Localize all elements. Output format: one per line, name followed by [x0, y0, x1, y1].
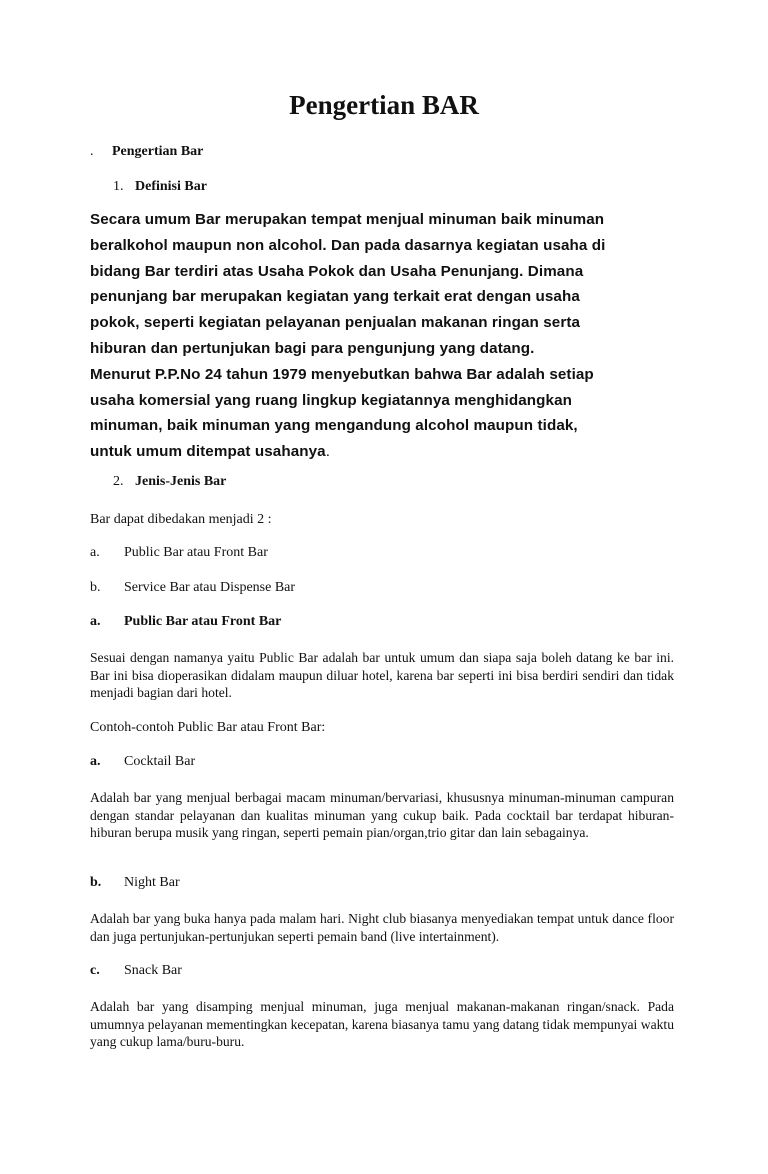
example-heading-snack	[90, 963, 182, 979]
examples-label: Contoh-contoh Public Bar atau Front Bar:	[90, 720, 326, 735]
intro-paragraph	[90, 207, 680, 465]
example-heading-night	[90, 875, 180, 891]
intro-line: minuman, baik minuman yang mengandung alcohol maupun tidak,	[90, 417, 578, 435]
example-heading-cocktail	[90, 754, 195, 770]
divided-text: Bar dapat dibedakan menjadi 2 :	[90, 512, 272, 527]
example-marker: a.	[90, 754, 101, 769]
subheading-jenis	[113, 474, 226, 490]
subheading-number: 1.	[113, 179, 124, 194]
type-marker: b.	[90, 580, 101, 595]
intro-line: usaha komersial yang ruang lingkup kegiatannya menghidangkan	[90, 391, 572, 409]
intro-period: .	[325, 443, 331, 461]
example-description-night: Adalah bar yang buka hanya pada malam hari. Night club biasanya menyediakan tempat untuk dance floor dan juga pertunjukan-pertunjukan seperti pemain band (live intertainment).	[90, 911, 674, 944]
intro-line: Secara umum Bar merupakan tempat menjual minuman baik minuman	[90, 211, 605, 228]
public-bar-heading	[90, 614, 281, 630]
intro-line: pokok, seperti kegiatan pelayanan penjualan makanan ringan serta	[90, 314, 581, 332]
intro-line: beralkohol maupun non alcohol. Dan pada dasarnya kegiatan usaha di	[90, 236, 606, 254]
public-bar-description: Sesuai dengan namanya yaitu Public Bar adalah bar untuk umum dan siapa saja boleh datang ke bar ini. Bar ini bisa dioperasikan didalam maupun diluar hotel, karena bar seperti ini bisa berdiri sendiri dan tidak menjadi bagian dari hotel.	[90, 650, 674, 700]
example-name: Snack Bar	[124, 963, 182, 978]
section-bullet: .	[90, 144, 94, 159]
example-marker: b.	[90, 875, 102, 890]
example-description-cocktail: Adalah bar yang menjual berbagai macam minuman/bervariasi, khususnya minuman-minuman campuran dengan standar pelayanan dan kualitas minuman yang cukup baik. Pada cocktail bar terdapat hiburan-hiburan berupa musik yang ringan, seperti pemain pian/organ,trio gitar dan lain sebagainya.	[90, 790, 674, 840]
type-marker: a.	[90, 545, 100, 560]
type-item	[90, 580, 295, 596]
section-label: Pengertian Bar	[112, 144, 204, 159]
subheading-label: Definisi Bar	[135, 179, 207, 194]
example-name: Cocktail Bar	[124, 754, 196, 769]
subheading-definisi	[113, 179, 207, 195]
example-name: Night Bar	[124, 875, 180, 890]
subheading-number: 2.	[113, 474, 124, 489]
intro-line: hiburan dan pertunjukan bagi para pengunjung yang datang.	[90, 339, 535, 357]
type-label: Service Bar atau Dispense Bar	[124, 580, 296, 595]
subheading-label: Jenis-Jenis Bar	[135, 474, 227, 489]
type-label: Public Bar atau Front Bar	[124, 545, 268, 560]
intro-line: bidang Bar terdiri atas Usaha Pokok dan Usaha Penunjang. Dimana	[90, 262, 584, 280]
section-heading	[90, 144, 203, 160]
type-item	[90, 545, 268, 561]
intro-line: Menurut P.P.No 24 tahun 1979 menyebutkan bahwa Bar adalah setiap	[90, 365, 594, 383]
page-title: Pengertian BAR	[289, 90, 479, 120]
intro-line: penunjang bar merupakan kegiatan yang terkait erat dengan usaha	[90, 288, 580, 306]
example-description-snack: Adalah bar yang disamping menjual minuman, juga menjual makanan-makanan ringan/snack. Pada umumnya pelayanan mementingkan kecepatan, karena biasanya tamu yang datang tidak mempunyai waktu yang cukup lama/buru-buru.	[90, 999, 674, 1049]
heading-label: Public Bar atau Front Bar	[124, 614, 282, 629]
heading-marker: a.	[90, 614, 101, 629]
example-marker: c.	[90, 963, 100, 978]
intro-line: untuk umum ditempat usahanya	[90, 443, 326, 461]
